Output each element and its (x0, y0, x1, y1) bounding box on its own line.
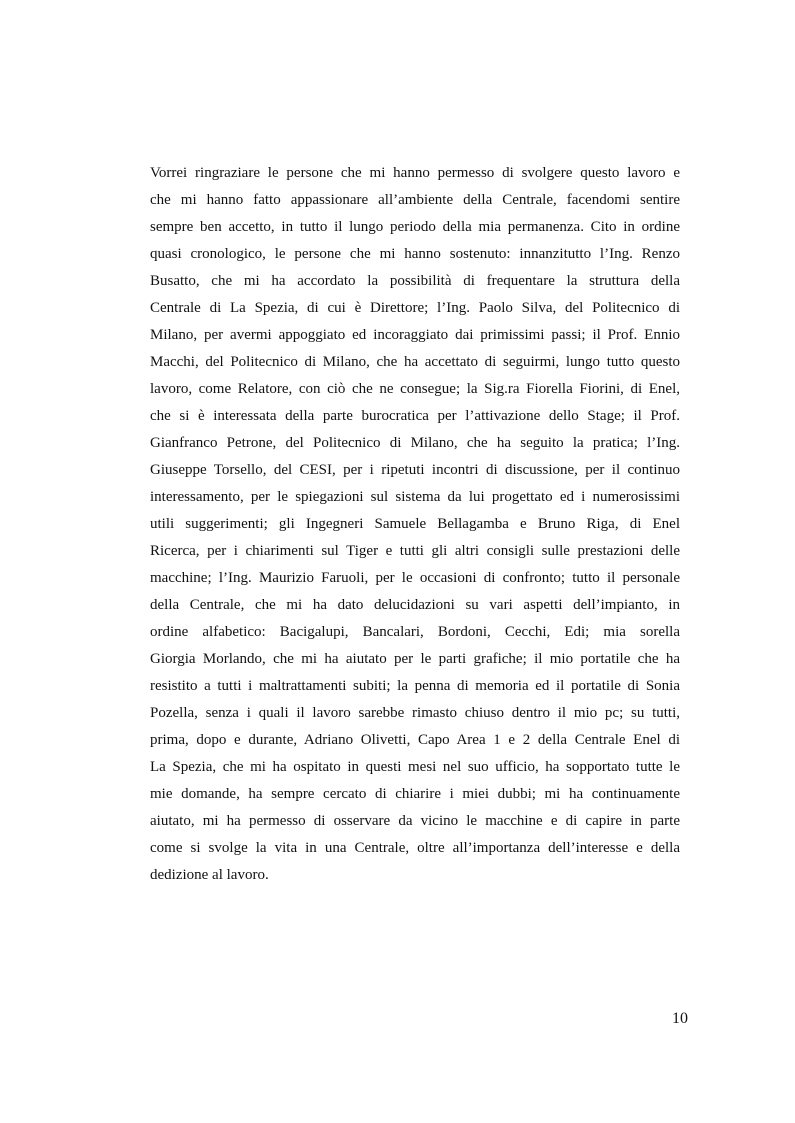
paragraph-line: prima, dopo e durante, Adriano Olivetti, Capo Area 1 e 2 della Centrale Enel di (150, 732, 680, 748)
paragraph-line: Ricerca, per i chiarimenti sul Tiger e tutti gli altri consigli sulle prestazioni delle (150, 543, 680, 559)
paragraph-line: ordine alfabetico: Bacigalupi, Bancalari, Bordoni, Cecchi, Edi; mia sorella (150, 624, 680, 640)
paragraph-line: Macchi, del Politecnico di Milano, che ha accettato di seguirmi, lungo tutto questo (150, 354, 680, 370)
paragraph-line: mie domande, ha sempre cercato di chiarire i miei dubbi; mi ha continuamente (150, 786, 680, 802)
paragraph-line: che mi hanno fatto appassionare all’ambiente della Centrale, facendomi sentire (150, 192, 680, 208)
paragraph-line: Vorrei ringraziare le persone che mi hanno permesso di svolgere questo lavoro e (150, 165, 680, 181)
paragraph-line: Centrale di La Spezia, di cui è Direttore; l’Ing. Paolo Silva, del Politecnico di (150, 300, 680, 316)
paragraph-line: aiutato, mi ha permesso di osservare da vicino le macchine e di capire in parte (150, 813, 680, 829)
paragraph-line: resistito a tutti i maltrattamenti subiti; la penna di memoria ed il portatile di Sonia (150, 678, 680, 694)
paragraph-line: interessamento, per le spiegazioni sul sistema da lui progettato ed i numerosissimi (150, 489, 680, 505)
paragraph-line: Giuseppe Torsello, del CESI, per i ripetuti incontri di discussione, per il continuo (150, 462, 680, 478)
paragraph-line: Busatto, che mi ha accordato la possibilità di frequentare la struttura della (150, 273, 680, 289)
paragraph-line: utili suggerimenti; gli Ingegneri Samuele Bellagamba e Bruno Riga, di Enel (150, 516, 680, 532)
paragraph-line: Milano, per avermi appoggiato ed incoraggiato dai primissimi passi; il Prof. Ennio (150, 327, 680, 343)
paragraph-line: della Centrale, che mi ha dato delucidazioni su vari aspetti dell’impianto, in (150, 597, 680, 613)
paragraph-line: dedizione al lavoro. (150, 867, 269, 883)
paragraph-line: Pozella, senza i quali il lavoro sarebbe rimasto chiuso dentro il mio pc; su tutti, (150, 705, 680, 721)
paragraph-line: Giorgia Morlando, che mi ha aiutato per le parti grafiche; il mio portatile che ha (150, 651, 680, 667)
paragraph-line: che si è interessata della parte burocratica per l’attivazione dello Stage; il Prof. (150, 408, 680, 424)
paragraph-line: sempre ben accetto, in tutto il lungo periodo della mia permanenza. Cito in ordine (150, 219, 680, 235)
acknowledgements-paragraph (150, 160, 680, 889)
page-number: 10 (672, 1010, 688, 1027)
paragraph-line: lavoro, come Relatore, con ciò che ne consegue; la Sig.ra Fiorella Fiorini, di Enel, (150, 381, 680, 397)
paragraph-line: La Spezia, che mi ha ospitato in questi mesi nel suo ufficio, ha sopportato tutte le (150, 759, 680, 775)
paragraph-line: come si svolge la vita in una Centrale, oltre all’importanza dell’interesse e della (150, 840, 680, 856)
paragraph-line: Gianfranco Petrone, del Politecnico di Milano, che ha seguito la pratica; l’Ing. (150, 435, 680, 451)
paragraph-line: macchine; l’Ing. Maurizio Faruoli, per le occasioni di confronto; tutto il personale (150, 570, 680, 586)
paragraph-line: quasi cronologico, le persone che mi hanno sostenuto: innanzitutto l’Ing. Renzo (150, 246, 680, 262)
